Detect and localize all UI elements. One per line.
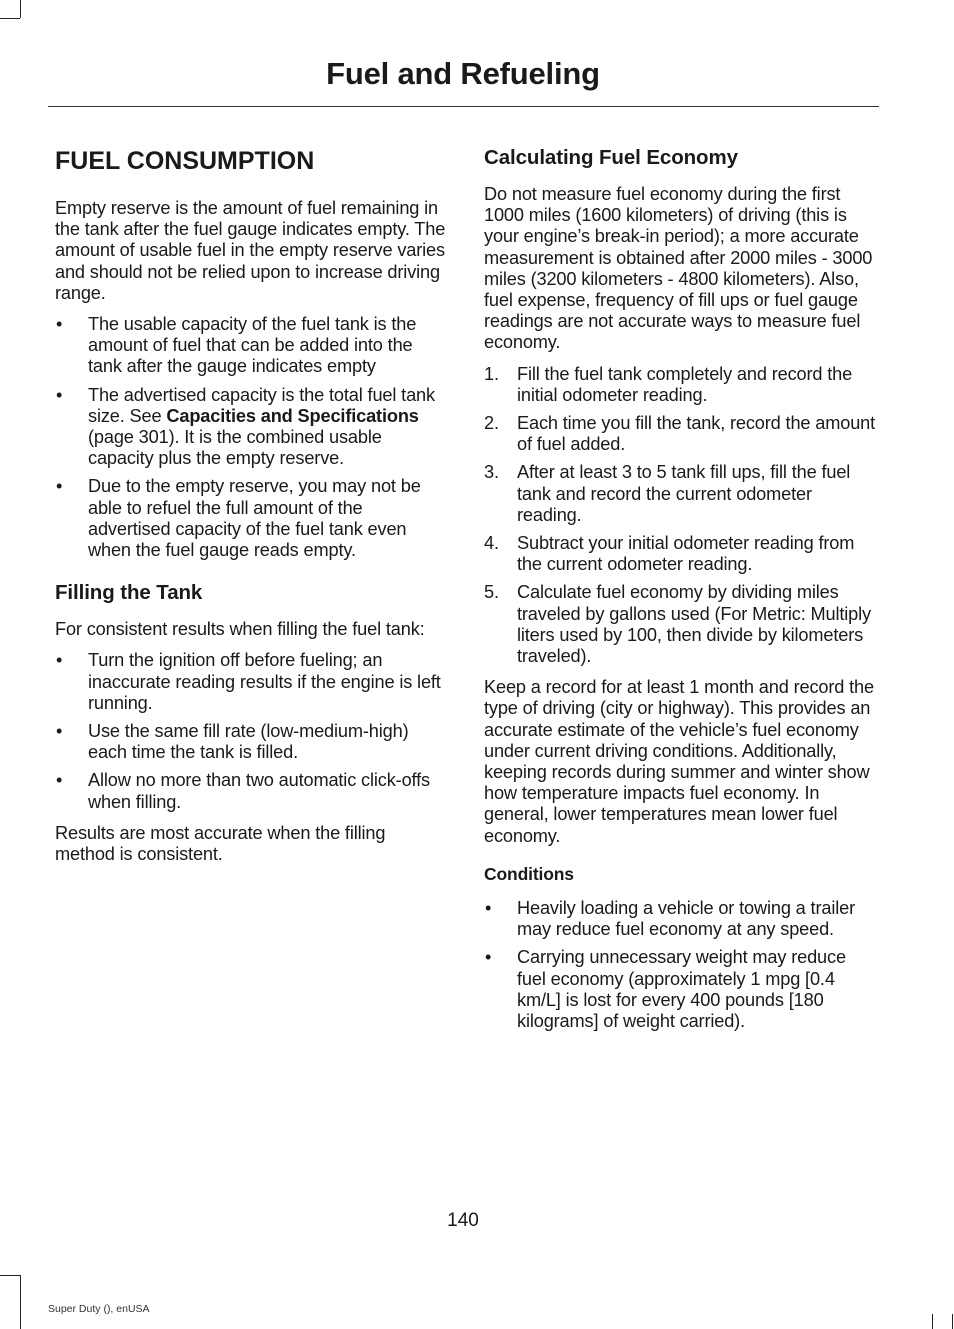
- step-number: 1.: [484, 363, 499, 384]
- header-divider: [48, 106, 879, 107]
- filling-bullet-list: [55, 650, 447, 812]
- list-item: 1. Fill the fuel tank completely and record the initial odometer reading.: [484, 363, 853, 405]
- bullet-marker: •: [56, 721, 63, 742]
- list-item: • Use the same fill rate (low-medium-high) each time the tank is filled.: [56, 721, 409, 763]
- right-column: [484, 146, 876, 1042]
- list-item: • Heavily loading a vehicle or towing a trailer may reduce fuel economy at any speed.: [485, 897, 855, 940]
- step-number: 2.: [484, 413, 499, 434]
- crop-mark-top-left-v: [20, 0, 21, 18]
- list-item: • The advertised capacity is the total fuel tank size. See Capacities and Specifications (page 301). It is the combined usable capacity plus the empty reserve.: [56, 384, 435, 469]
- list-item: • Carrying unnecessary weight may reduce fuel economy (approximately 1 mpg [0.4 km/L] is lost for every 400 pounds [180 kilograms] of weight carried).: [485, 947, 846, 1031]
- list-item: • Due to the empty reserve, you may not be able to refuel the full amount of the advertised capacity of the fuel tank even when the fuel gauge reads empty.: [56, 476, 421, 561]
- bullet-marker: •: [56, 384, 63, 405]
- conditions-heading: Conditions: [484, 863, 574, 884]
- step-number: 5.: [484, 582, 499, 603]
- capacities-link[interactable]: Capacities and Specifications: [166, 405, 419, 426]
- intro-paragraph: Empty reserve is the amount of fuel remaining in the tank after the fuel gauge indicates empty. The amount of usable fuel in the empty reserve varies and should not be relied upon to increase driving range.: [55, 198, 446, 303]
- crop-mark-top-left-h: [0, 18, 20, 19]
- step-number: 4.: [484, 533, 499, 554]
- list-item: 2. Each time you fill the tank, record the amount of fuel added.: [484, 413, 876, 455]
- record-paragraph: Keep a record for at least 1 month and record the type of driving (city or highway). This provides an accurate estimate of the vehicle’s fuel economy under current driving conditions. Additionally, keeping records during summer and winter show how temperature impacts fuel economy. In general, lower temperatures mean lower fuel economy.: [484, 677, 874, 846]
- steps-list: [484, 364, 876, 668]
- bullet-marker: •: [56, 650, 63, 671]
- section-title: FUEL CONSUMPTION: [55, 147, 315, 175]
- left-column: [55, 146, 447, 875]
- bullet-marker: •: [56, 770, 63, 791]
- crop-mark-bottom-right-1: [932, 1314, 933, 1329]
- step-number: 3.: [484, 462, 499, 483]
- page-number: 140: [447, 1210, 479, 1231]
- bullet-marker: •: [56, 314, 63, 335]
- page-title: Fuel and Refueling: [326, 56, 600, 91]
- capacity-bullet-list: [55, 314, 447, 561]
- calculating-heading: Calculating Fuel Economy: [484, 146, 738, 169]
- filling-intro: For consistent results when filling the fuel tank:: [55, 619, 425, 640]
- list-item: • The usable capacity of the fuel tank is the amount of fuel that can be added into the tank after the gauge indicates empty: [56, 314, 417, 377]
- calculating-intro: Do not measure fuel economy during the first 1000 miles (1600 kilometers) of driving (this is your engine’s break-in period); a more accurate measurement is obtained after 2000 miles - 3000 miles (3200 kilometers - 4800 kilometers). Also, fuel expense, frequency of fill ups or fuel gauge readings are not accurate ways to measure fuel economy.: [484, 184, 873, 353]
- crop-mark-bottom-mid: [20, 1314, 21, 1329]
- list-item: • Allow no more than two automatic click-offs when filling.: [56, 770, 430, 812]
- list-item: • Turn the ignition off before fueling; an inaccurate reading results if the engine is left running.: [56, 650, 441, 713]
- list-item: 4. Subtract your initial odometer reading from the current odometer reading.: [484, 533, 855, 575]
- filling-outro: Results are most accurate when the filling method is consistent.: [55, 822, 386, 865]
- footer-edition: Super Duty (), enUSA: [48, 1303, 150, 1315]
- bullet-marker: •: [485, 947, 492, 968]
- bullet-marker: •: [485, 897, 492, 918]
- list-item: 3. After at least 3 to 5 tank fill ups, fill the fuel tank and record the current odometer reading.: [484, 462, 851, 525]
- bullet-marker: •: [56, 476, 63, 497]
- filling-tank-heading: Filling the Tank: [55, 581, 203, 605]
- crop-mark-bottom-left-h: [0, 1275, 20, 1276]
- crop-mark-bottom-right-2: [952, 1314, 953, 1329]
- list-item: 5. Calculate fuel economy by dividing miles traveled by gallons used (For Metric: Multiply liters used by 100, then divide by kilometers traveled).: [484, 582, 871, 667]
- conditions-bullet-list: [484, 898, 876, 1032]
